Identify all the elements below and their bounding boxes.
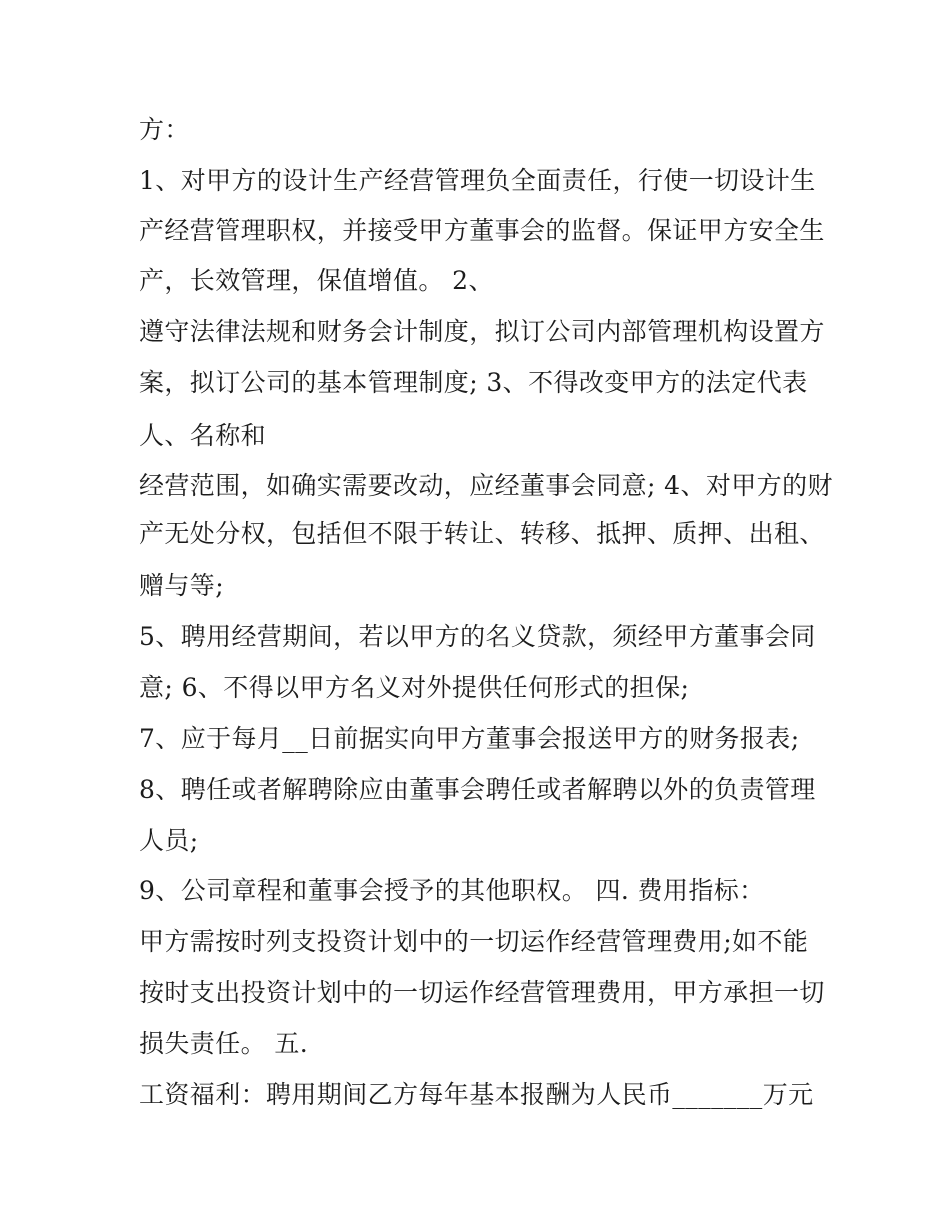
text-line: 遵守法律法规和财务会计制度，拟订公司内部管理机构设置方 bbox=[139, 317, 825, 346]
text-line: 产，长效管理，保值增值。 2、 bbox=[139, 266, 494, 295]
text-line: 按时支出投资计划中的一切运作经营管理费用，甲方承担一切 bbox=[139, 978, 825, 1007]
text-line: 8、聘任或者解聘除应由董事会聘任或者解聘以外的负责管理 bbox=[139, 775, 816, 804]
text-line: 经营范围，如确实需要改动，应经董事会同意; 4、对甲方的财 bbox=[139, 471, 833, 500]
text-line: 甲方需按时列支投资计划中的一切运作经营管理费用;如不能 bbox=[139, 927, 809, 956]
text-line: 意; 6、不得以甲方名义对外提供任何形式的担保; bbox=[139, 673, 690, 702]
text-line: 人员; bbox=[139, 826, 199, 855]
text-line: 案，拟订公司的基本管理制度; 3、不得改变甲方的法定代表 bbox=[139, 368, 808, 397]
text-line: 产无处分权，包括但不限于转让、转移、抵押、质押、出租、 bbox=[139, 519, 825, 548]
text-line: 人、名称和 bbox=[139, 421, 267, 450]
text-line: 方： bbox=[139, 115, 190, 144]
text-line: 5、聘用经营期间，若以甲方的名义贷款，须经甲方董事会同 bbox=[139, 622, 816, 651]
text-line: 7、应于每月__日前据实向甲方董事会报送甲方的财务报表; bbox=[139, 724, 800, 753]
text-line: 1、对甲方的设计生产经营管理负全面责任，行使一切设计生 bbox=[139, 166, 816, 195]
text-line: 赠与等; bbox=[139, 571, 225, 600]
text-line: 9、公司章程和董事会授予的其他职权。 四. 费用指标： bbox=[139, 876, 765, 905]
text-line: 工资福利：聘用期间乙方每年基本报酬为人民币_______万元 bbox=[139, 1080, 814, 1109]
text-line: 损失责任。 五. bbox=[139, 1029, 309, 1058]
text-line: 产经营管理职权，并接受甲方董事会的监督。保证甲方安全生 bbox=[139, 216, 825, 245]
